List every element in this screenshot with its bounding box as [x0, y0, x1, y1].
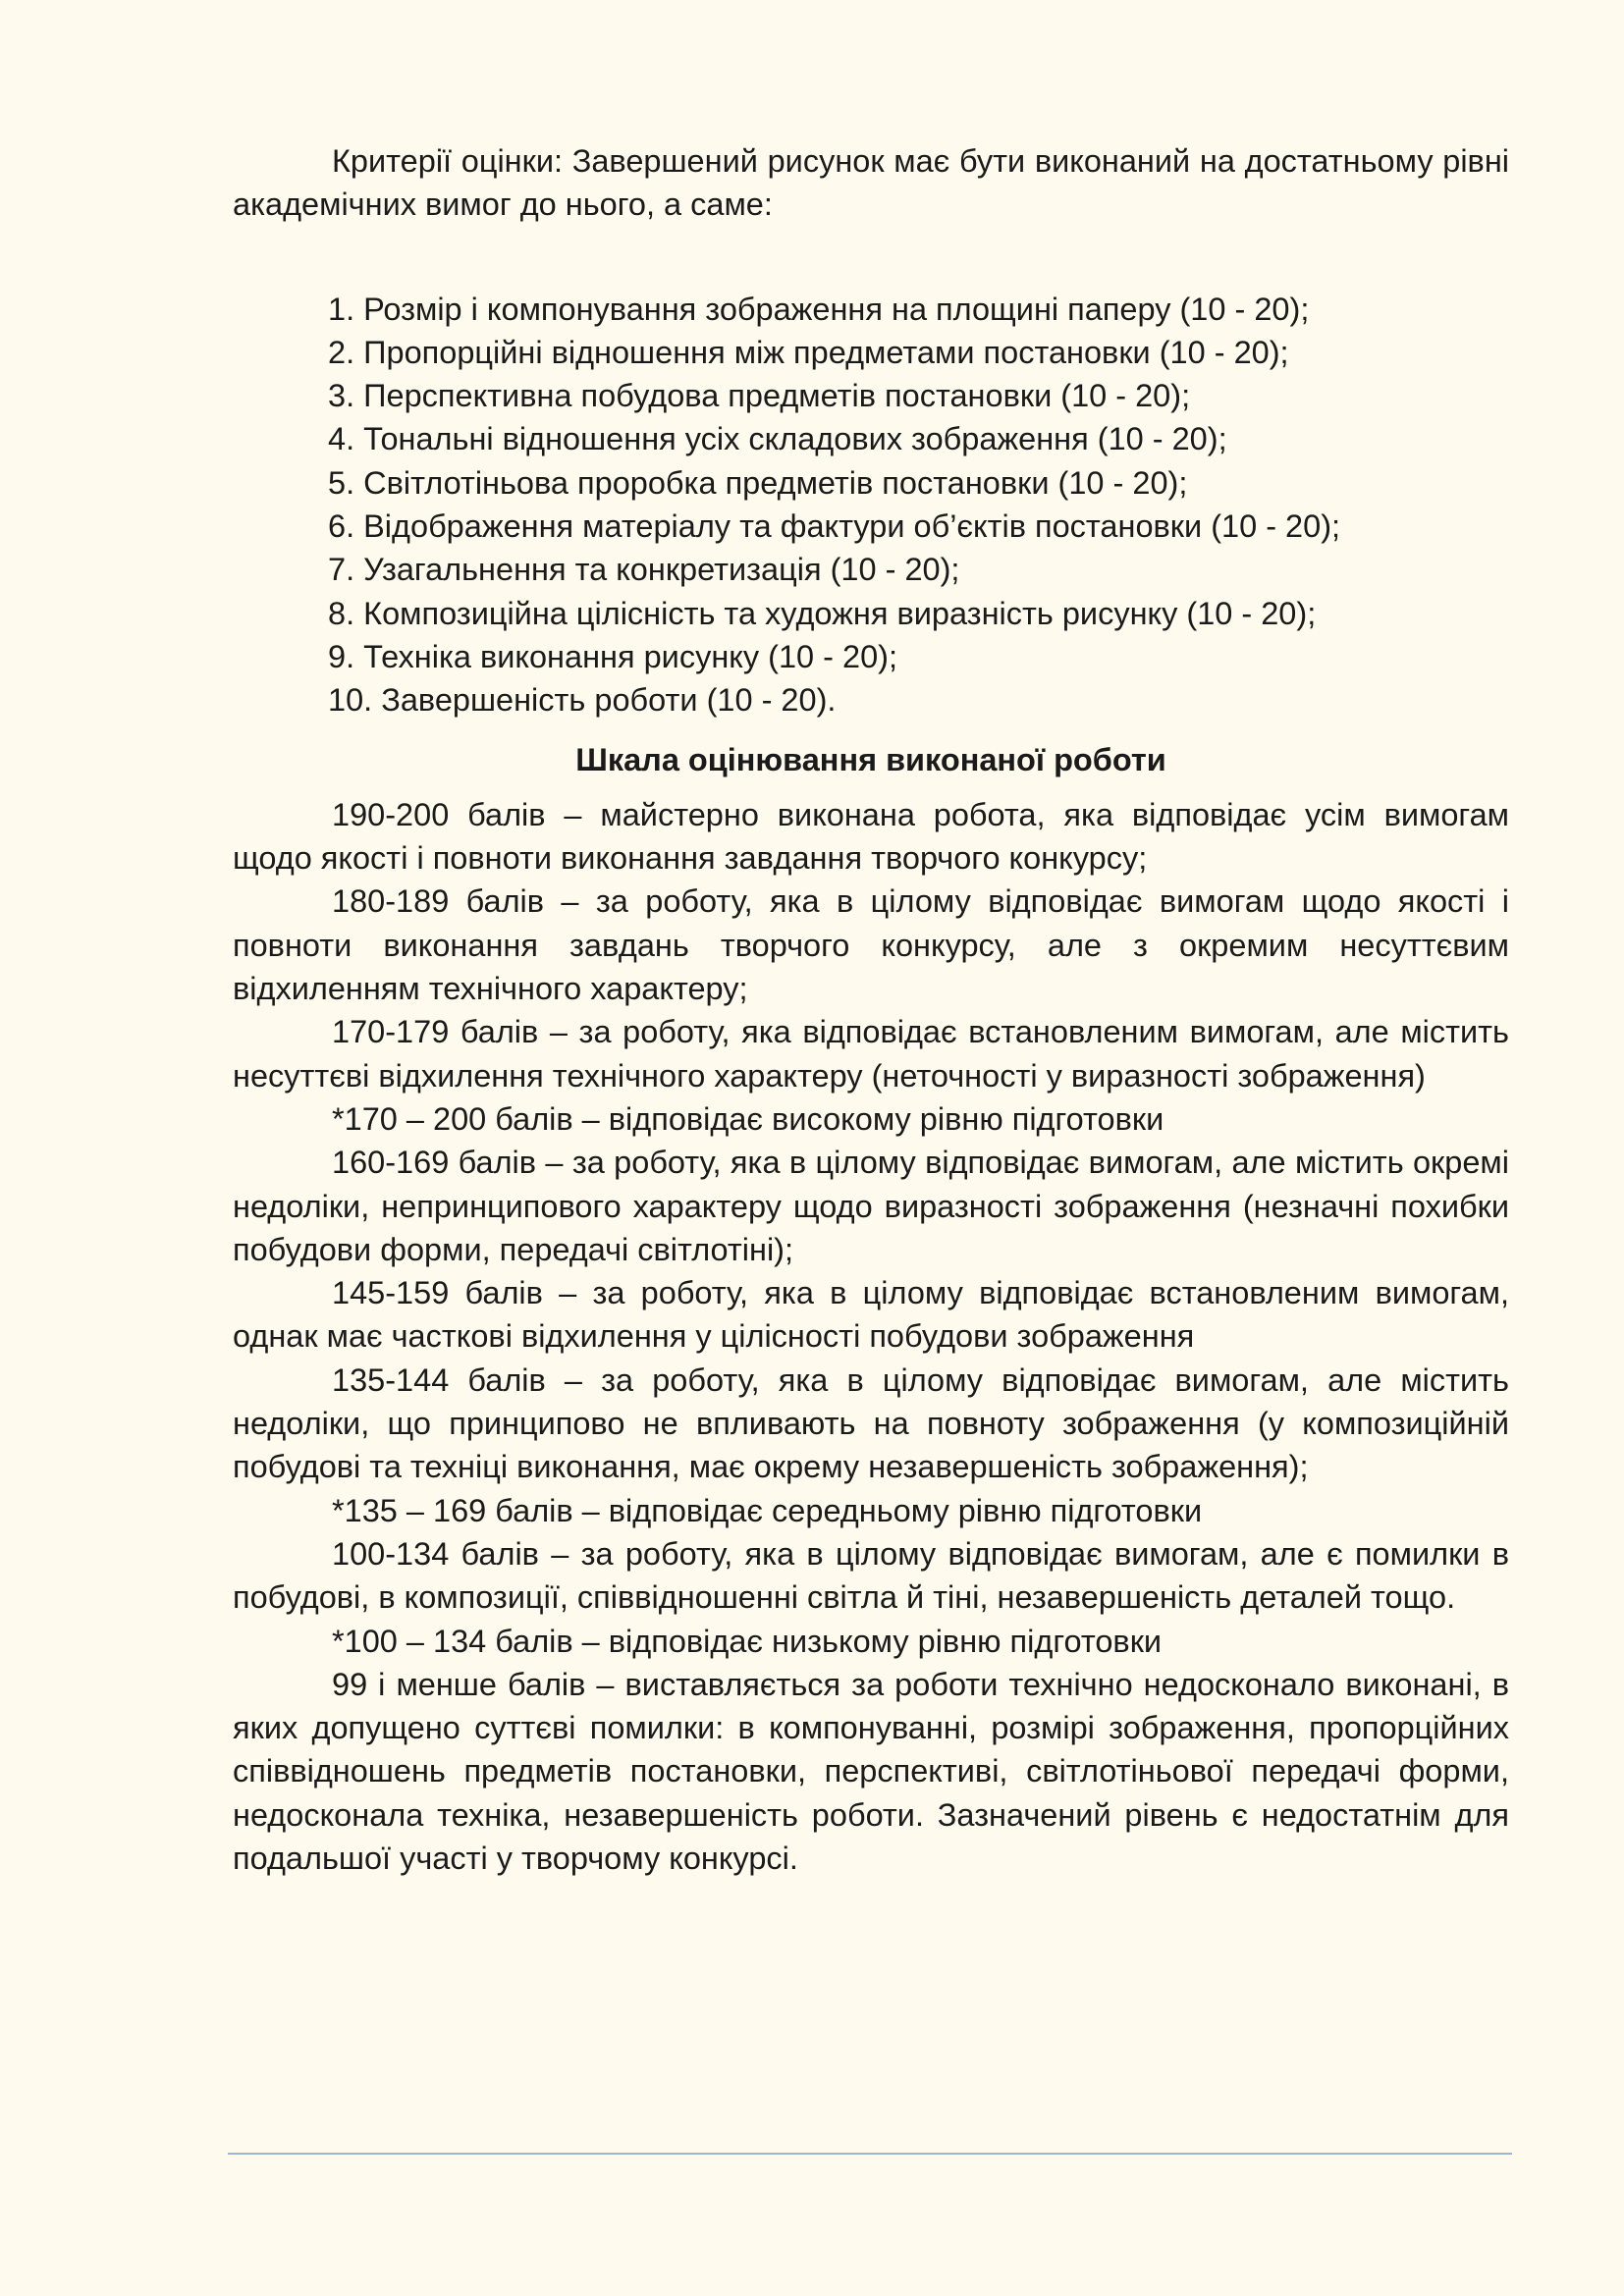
- scale-level-note: *100 – 134 балів – відповідає низькому рівню підготовки: [332, 1623, 1163, 1659]
- scale-paragraph: 190-200 балів – майстерно виконана робота, яка відповідає усім вимогам щодо якості і повноти виконання завдання творчого конкурсу;: [233, 796, 1509, 877]
- scale-level-note: *170 – 200 балів – відповідає високому рівню підготовки: [332, 1100, 1164, 1137]
- criteria-item: 9. Техніка виконання рисунку (10 - 20);: [328, 638, 898, 674]
- criteria-item: 4. Тональні відношення усіх складових зображення (10 - 20);: [328, 421, 1227, 457]
- spacer: [233, 781, 1509, 793]
- footer-divider: [228, 2153, 1512, 2155]
- document-page: [233, 139, 1509, 1880]
- scale-paragraph: 135-144 балів – за роботу, яка в цілому відповідає вимогам, але містить недоліки, що принципово не впливають на повноту зображення (у композиційній побудові та техніці виконання, має окрему незавершеність зображення);: [233, 1362, 1509, 1485]
- spacer: [233, 722, 1509, 738]
- criteria-item: 6. Відображення матеріалу та фактури об’єктів постановки (10 - 20);: [328, 508, 1341, 545]
- scale-paragraph: 160-169 балів – за роботу, яка в цілому відповідає вимогам, але містить окремі недоліки, непринципового характеру щодо виразності зображення (незначні похибки побудови форми, передачі світлотіні);: [233, 1145, 1509, 1267]
- scale-section-title: Шкала оцінювання виконаної роботи: [575, 741, 1166, 777]
- criteria-item: 10. Завершеність роботи (10 - 20).: [328, 682, 837, 719]
- scale-paragraph: 180-189 балів – за роботу, яка в цілому відповідає вимогам щодо якості і повноти виконання завдань творчого конкурсу, але з окремим несуттєвим відхиленням технічного характеру;: [233, 883, 1509, 1007]
- intro-paragraph: Критерії оцінки: Завершений рисунок має бути виконаний на достатньому рівні академічних вимог до нього, а саме:: [233, 143, 1509, 223]
- criteria-item: 3. Перспективна побудова предметів постановки (10 - 20);: [328, 378, 1191, 414]
- criteria-item: 5. Світлотіньова проробка предметів постановки (10 - 20);: [328, 464, 1188, 501]
- scale-paragraph: 99 і менше балів – виставляється за роботи технічно недосконало виконані, в яких допущено суттєві помилки: в компонуванні, розмірі зображення, пропорційних співвідношень предметів постановки, перспективі, світлотіньової передачі форми, недосконала техніка, незавершеність роботи. Зазначений рівень є недостатнім для подальшої участі у творчому конкурсі.: [233, 1666, 1509, 1876]
- criteria-item: 1. Розмір і компонування зображення на площині паперу (10 - 20);: [328, 291, 1310, 327]
- scale-level-note: *135 – 169 балів – відповідає середньому рівню підготовки: [332, 1492, 1203, 1528]
- scale-paragraph: 145-159 балів – за роботу, яка в цілому відповідає встановленим вимогам, однак має часткові відхилення у цілісності побудови зображення: [233, 1275, 1509, 1355]
- scale-paragraph: 100-134 балів – за роботу, яка в цілому відповідає вимогам, але є помилки в побудові, в композиції, співвідношенні світла й тіні, незавершеність деталей тощо.: [233, 1535, 1509, 1616]
- criteria-list: [233, 288, 1509, 722]
- criteria-item: 2. Пропорційні відношення між предметами постановки (10 - 20);: [328, 334, 1289, 370]
- grading-scale: [233, 793, 1509, 1880]
- spacer: [233, 227, 1509, 288]
- scale-paragraph: 170-179 балів – за роботу, яка відповідає встановленим вимогам, але містить несуттєві відхилення технічного характеру (неточності у виразності зображення): [233, 1014, 1509, 1094]
- criteria-item: 8. Композиційна цілісність та художня виразність рисунку (10 - 20);: [328, 595, 1317, 631]
- criteria-item: 7. Узагальнення та конкретизація (10 - 20);: [328, 552, 960, 588]
